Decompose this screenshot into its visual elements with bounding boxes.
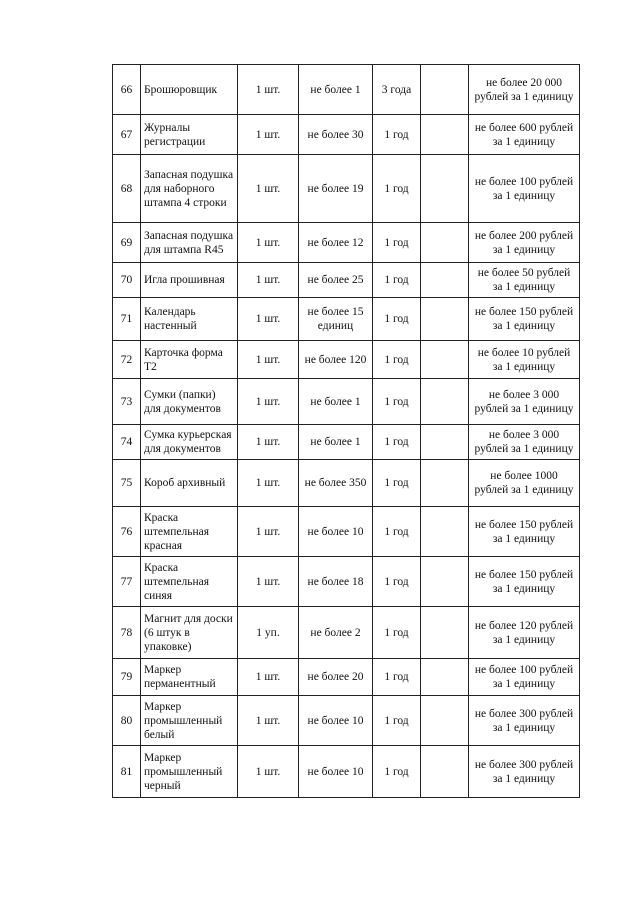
usage-period-cell [373, 507, 421, 557]
price-limit: не более 150 рублей за 1 единицу [474, 518, 574, 545]
price-limit-cell [469, 507, 580, 557]
item-name: Журналы регистрации [144, 121, 206, 148]
row-number: 80 [120, 714, 133, 727]
unit-quantity: 1 шт. [255, 765, 281, 778]
item-name: Маркер промышленный черный [144, 751, 223, 792]
usage-period: 1 год [384, 182, 409, 195]
unit-quantity-cell [238, 746, 299, 798]
row-number-cell [113, 115, 141, 155]
price-limit: не более 100 рублей за 1 единицу [474, 664, 574, 690]
price-limit: не более 120 рублей за 1 единицу [474, 619, 574, 646]
price-limit-cell [469, 223, 580, 263]
usage-period: 1 год [384, 626, 409, 639]
item-name: Карточка форма Т2 [144, 346, 223, 373]
empty-cell-cell [421, 460, 469, 507]
price-limit-cell [469, 115, 580, 155]
table-row [113, 746, 580, 798]
usage-period-cell [373, 65, 421, 115]
price-limit-cell [469, 425, 580, 460]
item-name-cell [141, 298, 238, 341]
item-name: Сумка курьерская для документов [144, 429, 232, 455]
usage-period-cell [373, 379, 421, 425]
row-number-cell [113, 696, 141, 746]
row-number-cell [113, 298, 141, 341]
unit-quantity-cell [238, 223, 299, 263]
quantity-limit-cell [299, 155, 373, 223]
quantity-limit: не более 350 [304, 477, 367, 489]
price-limit-cell [469, 460, 580, 507]
quantity-limit-cell [299, 696, 373, 746]
unit-quantity: 1 шт. [255, 83, 281, 96]
unit-quantity-cell [238, 557, 299, 607]
quantity-limit-cell [299, 65, 373, 115]
item-name-cell [141, 557, 238, 607]
price-limit-cell [469, 379, 580, 425]
empty-cell-cell [421, 696, 469, 746]
table-row [113, 341, 580, 379]
table-row [113, 659, 580, 696]
unit-quantity-cell [238, 155, 299, 223]
table-row [113, 507, 580, 557]
row-number-cell [113, 607, 141, 659]
price-limit-cell [469, 263, 580, 298]
row-number: 71 [120, 313, 133, 325]
empty-cell-cell [421, 425, 469, 460]
item-name-cell [141, 155, 238, 223]
usage-period-cell [373, 746, 421, 798]
quantity-limit-cell [299, 379, 373, 425]
row-number: 74 [120, 436, 133, 448]
unit-quantity: 1 шт. [255, 575, 281, 588]
empty-cell-cell [421, 341, 469, 379]
item-name-cell [141, 746, 238, 798]
quantity-limit: не более 25 [307, 274, 364, 286]
supplies-table-body [113, 65, 580, 798]
row-number-cell [113, 507, 141, 557]
price-limit: не более 200 рублей за 1 единицу [474, 229, 574, 256]
item-name: Короб архивный [144, 477, 226, 489]
table-row [113, 298, 580, 341]
item-name-cell [141, 263, 238, 298]
row-number-cell [113, 65, 141, 115]
item-name: Магнит для доски (6 штук в упаковке) [144, 612, 233, 653]
quantity-limit: не более 15 единиц [307, 306, 364, 332]
table-row [113, 696, 580, 746]
unit-quantity-cell [238, 65, 299, 115]
row-number: 79 [120, 671, 133, 683]
row-number: 72 [120, 353, 133, 366]
usage-period-cell [373, 298, 421, 341]
row-number: 76 [120, 525, 133, 538]
price-limit: не более 150 рублей за 1 единицу [474, 306, 574, 332]
usage-period: 1 год [384, 575, 409, 588]
unit-quantity: 1 шт. [255, 436, 281, 448]
usage-period-cell [373, 425, 421, 460]
row-number-cell [113, 746, 141, 798]
item-name-cell [141, 115, 238, 155]
empty-cell-cell [421, 659, 469, 696]
usage-period-cell [373, 557, 421, 607]
table-row [113, 425, 580, 460]
usage-period: 1 год [384, 765, 409, 778]
row-number-cell [113, 425, 141, 460]
item-name-cell [141, 223, 238, 263]
unit-quantity: 1 шт. [255, 714, 281, 727]
quantity-limit: не более 12 [307, 236, 364, 249]
table-row [113, 263, 580, 298]
empty-cell-cell [421, 155, 469, 223]
empty-cell-cell [421, 115, 469, 155]
row-number: 70 [120, 274, 133, 286]
usage-period-cell [373, 460, 421, 507]
unit-quantity: 1 шт. [255, 525, 281, 538]
row-number-cell [113, 557, 141, 607]
item-name: Брошюровщик [144, 83, 218, 96]
usage-period-cell [373, 263, 421, 298]
quantity-limit: не более 10 [307, 714, 364, 727]
price-limit-cell [469, 746, 580, 798]
unit-quantity-cell [238, 696, 299, 746]
usage-period-cell [373, 223, 421, 263]
table-row [113, 607, 580, 659]
table-row [113, 460, 580, 507]
quantity-limit-cell [299, 557, 373, 607]
empty-cell-cell [421, 607, 469, 659]
price-limit: не более 600 рублей за 1 единицу [474, 121, 574, 148]
table-row [113, 115, 580, 155]
unit-quantity-cell [238, 379, 299, 425]
quantity-limit-cell [299, 115, 373, 155]
usage-period: 1 год [384, 128, 409, 141]
empty-cell-cell [421, 263, 469, 298]
row-number: 75 [120, 477, 133, 489]
quantity-limit: не более 18 [307, 575, 364, 588]
quantity-limit-cell [299, 263, 373, 298]
quantity-limit: не более 10 [307, 765, 364, 778]
empty-cell-cell [421, 507, 469, 557]
row-number-cell [113, 155, 141, 223]
unit-quantity: 1 шт. [255, 128, 281, 141]
quantity-limit-cell [299, 659, 373, 696]
unit-quantity: 1 шт. [255, 182, 281, 195]
usage-period-cell [373, 607, 421, 659]
item-name-cell [141, 65, 238, 115]
quantity-limit: не более 30 [307, 128, 364, 141]
quantity-limit: не более 10 [307, 525, 364, 538]
usage-period-cell [373, 659, 421, 696]
row-number-cell [113, 460, 141, 507]
row-number-cell [113, 263, 141, 298]
quantity-limit-cell [299, 425, 373, 460]
unit-quantity-cell [238, 341, 299, 379]
usage-period-cell [373, 341, 421, 379]
item-name-cell [141, 379, 238, 425]
item-name: Запасная подушка для штампа R45 [144, 229, 234, 256]
usage-period: 1 год [384, 714, 409, 727]
item-name-cell [141, 659, 238, 696]
price-limit: не более 1000 рублей за 1 единицу [474, 470, 574, 496]
price-limit-cell [469, 298, 580, 341]
quantity-limit-cell [299, 607, 373, 659]
price-limit-cell [469, 65, 580, 115]
item-name: Игла прошивная [144, 274, 225, 286]
item-name-cell [141, 341, 238, 379]
quantity-limit-cell [299, 746, 373, 798]
usage-period: 1 год [384, 436, 409, 448]
quantity-limit: не более 120 [304, 353, 367, 366]
unit-quantity: 1 шт. [255, 395, 281, 408]
item-name-cell [141, 507, 238, 557]
price-limit: не более 100 рублей за 1 единицу [474, 175, 574, 202]
empty-cell-cell [421, 746, 469, 798]
price-limit: не более 3 000 рублей за 1 единицу [474, 388, 574, 415]
unit-quantity-cell [238, 607, 299, 659]
item-name-cell [141, 425, 238, 460]
price-limit: не более 150 рублей за 1 единицу [474, 568, 574, 595]
price-limit-cell [469, 557, 580, 607]
usage-period-cell [373, 696, 421, 746]
table-row [113, 557, 580, 607]
usage-period: 1 год [384, 236, 409, 249]
row-number: 66 [120, 83, 133, 96]
row-number: 67 [120, 128, 133, 141]
item-name-cell [141, 607, 238, 659]
price-limit: не более 20 000 рублей за 1 единицу [474, 76, 574, 103]
row-number: 68 [120, 182, 133, 195]
table-row [113, 65, 580, 115]
unit-quantity: 1 шт. [255, 477, 281, 489]
usage-period: 1 год [384, 353, 409, 366]
row-number: 73 [120, 395, 133, 408]
row-number-cell [113, 223, 141, 263]
price-limit: не более 3 000 рублей за 1 единицу [474, 429, 574, 455]
item-name: Маркер перманентный [144, 664, 216, 690]
unit-quantity-cell [238, 425, 299, 460]
usage-period: 3 года [381, 83, 412, 96]
usage-period-cell [373, 115, 421, 155]
usage-period: 1 год [384, 525, 409, 538]
table-row [113, 379, 580, 425]
row-number-cell [113, 341, 141, 379]
price-limit: не более 10 рублей за 1 единицу [477, 346, 571, 373]
empty-cell-cell [421, 557, 469, 607]
row-number: 69 [120, 236, 133, 249]
usage-period: 1 год [384, 477, 409, 489]
price-limit-cell [469, 659, 580, 696]
item-name: Календарь настенный [144, 306, 197, 332]
row-number: 77 [120, 575, 133, 588]
usage-period: 1 год [384, 313, 409, 325]
price-limit-cell [469, 341, 580, 379]
quantity-limit-cell [299, 507, 373, 557]
quantity-limit: не более 2 [310, 626, 361, 639]
usage-period: 1 год [384, 395, 409, 408]
row-number-cell [113, 379, 141, 425]
empty-cell-cell [421, 379, 469, 425]
usage-period: 1 год [384, 274, 409, 286]
quantity-limit-cell [299, 298, 373, 341]
row-number-cell [113, 659, 141, 696]
usage-period-cell [373, 155, 421, 223]
unit-quantity: 1 шт. [255, 353, 281, 366]
price-limit: не более 300 рублей за 1 единицу [474, 758, 574, 785]
price-limit: не более 50 рублей за 1 единицу [477, 267, 571, 293]
price-limit-cell [469, 155, 580, 223]
item-name-cell [141, 696, 238, 746]
unit-quantity-cell [238, 298, 299, 341]
table-row [113, 155, 580, 223]
unit-quantity-cell [238, 460, 299, 507]
item-name: Маркер промышленный белый [144, 700, 223, 741]
quantity-limit-cell [299, 223, 373, 263]
unit-quantity: 1 шт. [255, 236, 281, 249]
item-name: Краска штемпельная синяя [144, 561, 210, 602]
empty-cell-cell [421, 223, 469, 263]
usage-period: 1 год [384, 671, 409, 683]
row-number: 78 [120, 626, 133, 639]
unit-quantity-cell [238, 659, 299, 696]
unit-quantity-cell [238, 263, 299, 298]
unit-quantity: 1 шт. [255, 671, 281, 683]
table-row [113, 223, 580, 263]
unit-quantity: 1 шт. [255, 274, 281, 286]
unit-quantity: 1 уп. [256, 626, 280, 639]
item-name: Запасная подушка для наборного штампа 4 строки [144, 168, 234, 209]
price-limit: не более 300 рублей за 1 единицу [474, 707, 574, 734]
empty-cell-cell [421, 298, 469, 341]
item-name: Сумки (папки) для документов [144, 388, 221, 415]
quantity-limit: не более 1 [310, 395, 361, 408]
supplies-table [112, 64, 580, 798]
unit-quantity-cell [238, 115, 299, 155]
price-limit-cell [469, 696, 580, 746]
row-number: 81 [120, 765, 133, 778]
quantity-limit-cell [299, 460, 373, 507]
quantity-limit: не более 19 [307, 182, 364, 195]
item-name-cell [141, 460, 238, 507]
item-name: Краска штемпельная красная [144, 511, 210, 552]
quantity-limit: не более 20 [307, 671, 364, 683]
quantity-limit: не более 1 [310, 83, 361, 96]
unit-quantity: 1 шт. [255, 313, 281, 325]
unit-quantity-cell [238, 507, 299, 557]
empty-cell-cell [421, 65, 469, 115]
quantity-limit-cell [299, 341, 373, 379]
quantity-limit: не более 1 [310, 436, 361, 448]
price-limit-cell [469, 607, 580, 659]
